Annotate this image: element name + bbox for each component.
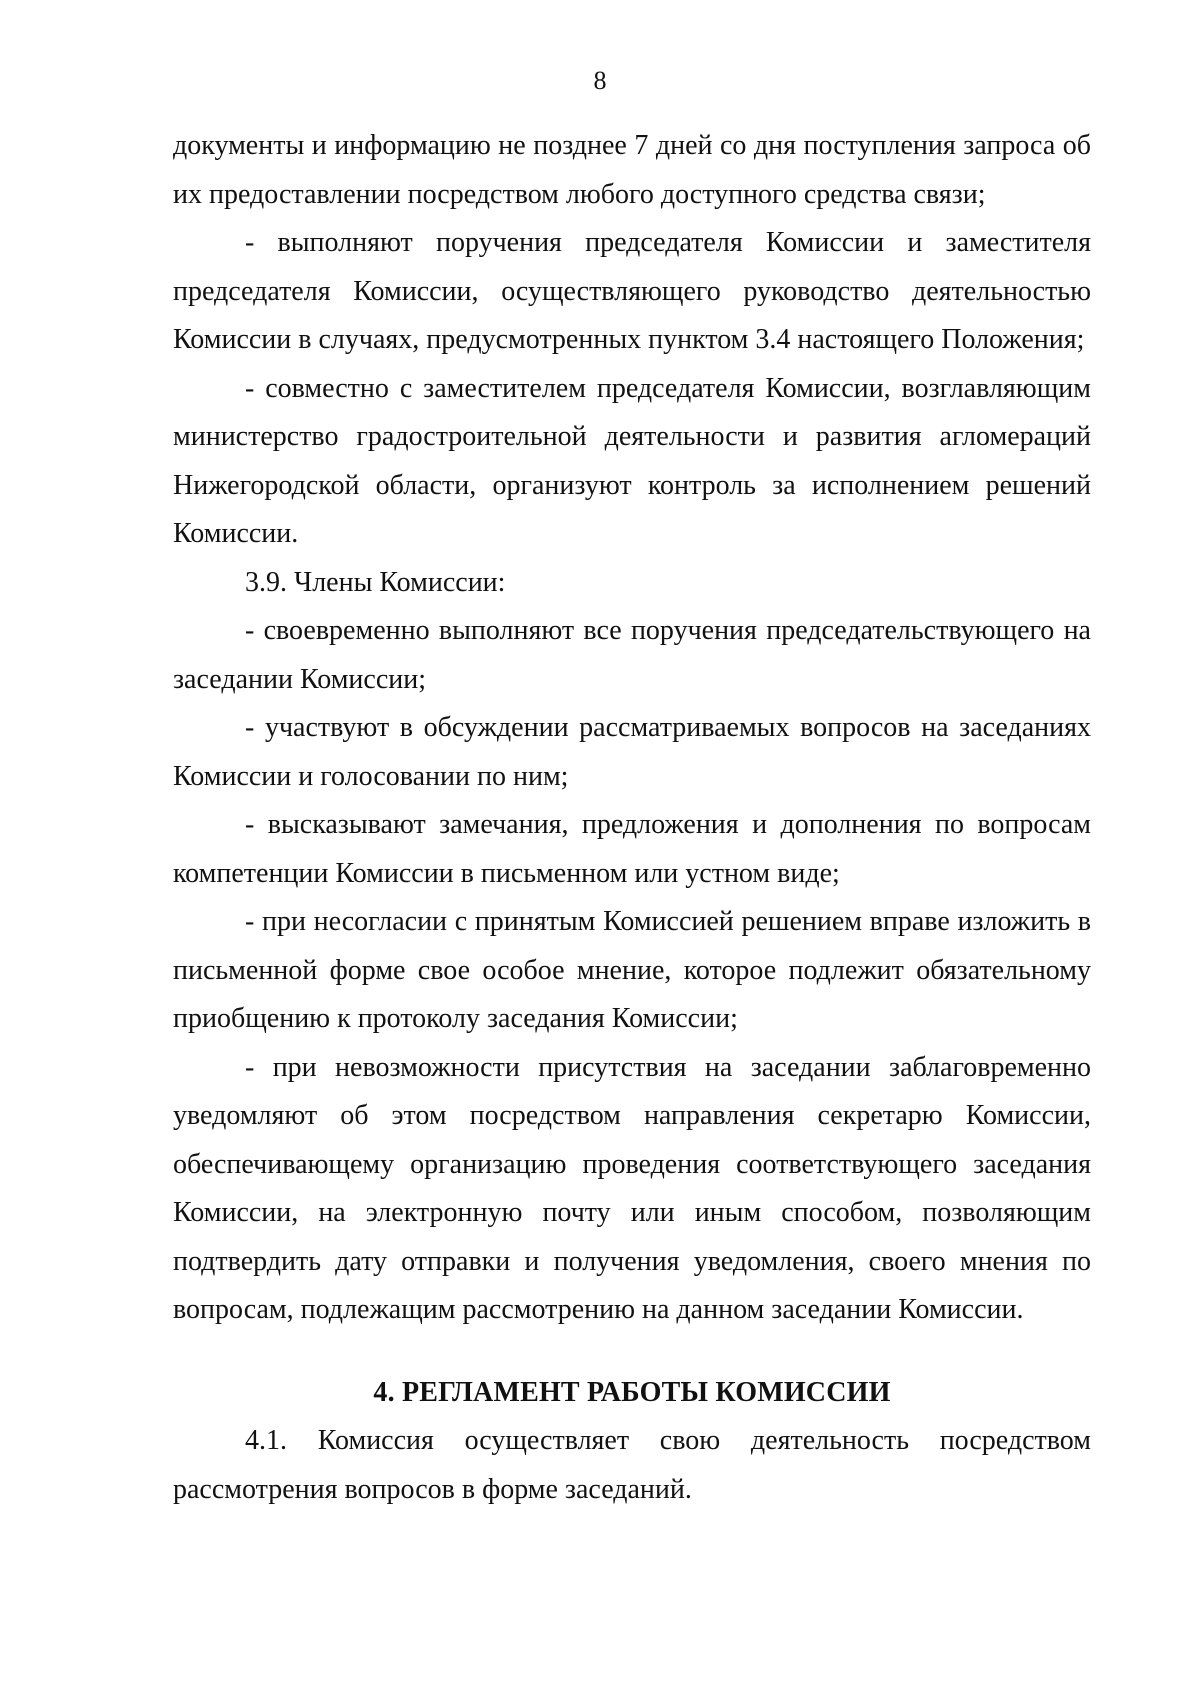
paragraph-item-fulfill-orders: - выполняют поручения председателя Комиссии и заместителя председателя Комиссии, осуществляющего руководство деятельностью Комиссии в случаях, предусмотренных пунктом 3.4 настоящего Положения; bbox=[173, 227, 1091, 355]
page-number: 8 bbox=[593, 66, 607, 95]
paragraph-item-absence-notice: - при невозможности присутствия на заседании заблаговременно уведомляют об этом посредством направления секретарю Комиссии, обеспечивающему организацию проведения соответствующего заседания Комиссии, на электронную почту или иным способом, позволяющим подтвердить дату отправки и получения уведомления, своего мнения по вопросам, подлежащим рассмотрению на данном заседании Комиссии. bbox=[173, 1051, 1091, 1325]
paragraph-continuation: документы и информацию не позднее 7 дней со дня поступления запроса об их предоставлении посредством любого доступного средства связи; bbox=[173, 130, 1091, 210]
paragraph-item-control-decisions: - совместно с заместителем председателя Комиссии, возглавляющим министерство градостроительной деятельности и развития агломераций Нижегородской области, организуют контроль за исполнением решений Комиссии. bbox=[173, 372, 1091, 549]
paragraph-clause-3-9: 3.9. Члены Комиссии: bbox=[245, 566, 506, 598]
document-body bbox=[173, 122, 1091, 1514]
paragraph-item-remarks: - высказывают замечания, предложения и дополнения по вопросам компетенции Комиссии в письменном или устном виде; bbox=[173, 809, 1091, 889]
paragraph-item-participate: - участвуют в обсуждении рассматриваемых вопросов на заседаниях Комиссии и голосовании по ним; bbox=[173, 712, 1091, 792]
paragraph-item-timely-fulfill: - своевременно выполняют все поручения председательствующего на заседании Комиссии; bbox=[173, 615, 1091, 695]
paragraph-item-dissent: - при несогласии с принятым Комиссией решением вправе изложить в письменной форме свое особое мнение, которое подлежит обязательному приобщению к протоколу заседания Комиссии; bbox=[173, 906, 1091, 1034]
section-heading: 4. РЕГЛАМЕНТ РАБОТЫ КОМИССИИ bbox=[373, 1376, 891, 1408]
paragraph-clause-4-1: 4.1. Комиссия осуществляет свою деятельность посредством рассмотрения вопросов в форме заседаний. bbox=[173, 1425, 1091, 1505]
